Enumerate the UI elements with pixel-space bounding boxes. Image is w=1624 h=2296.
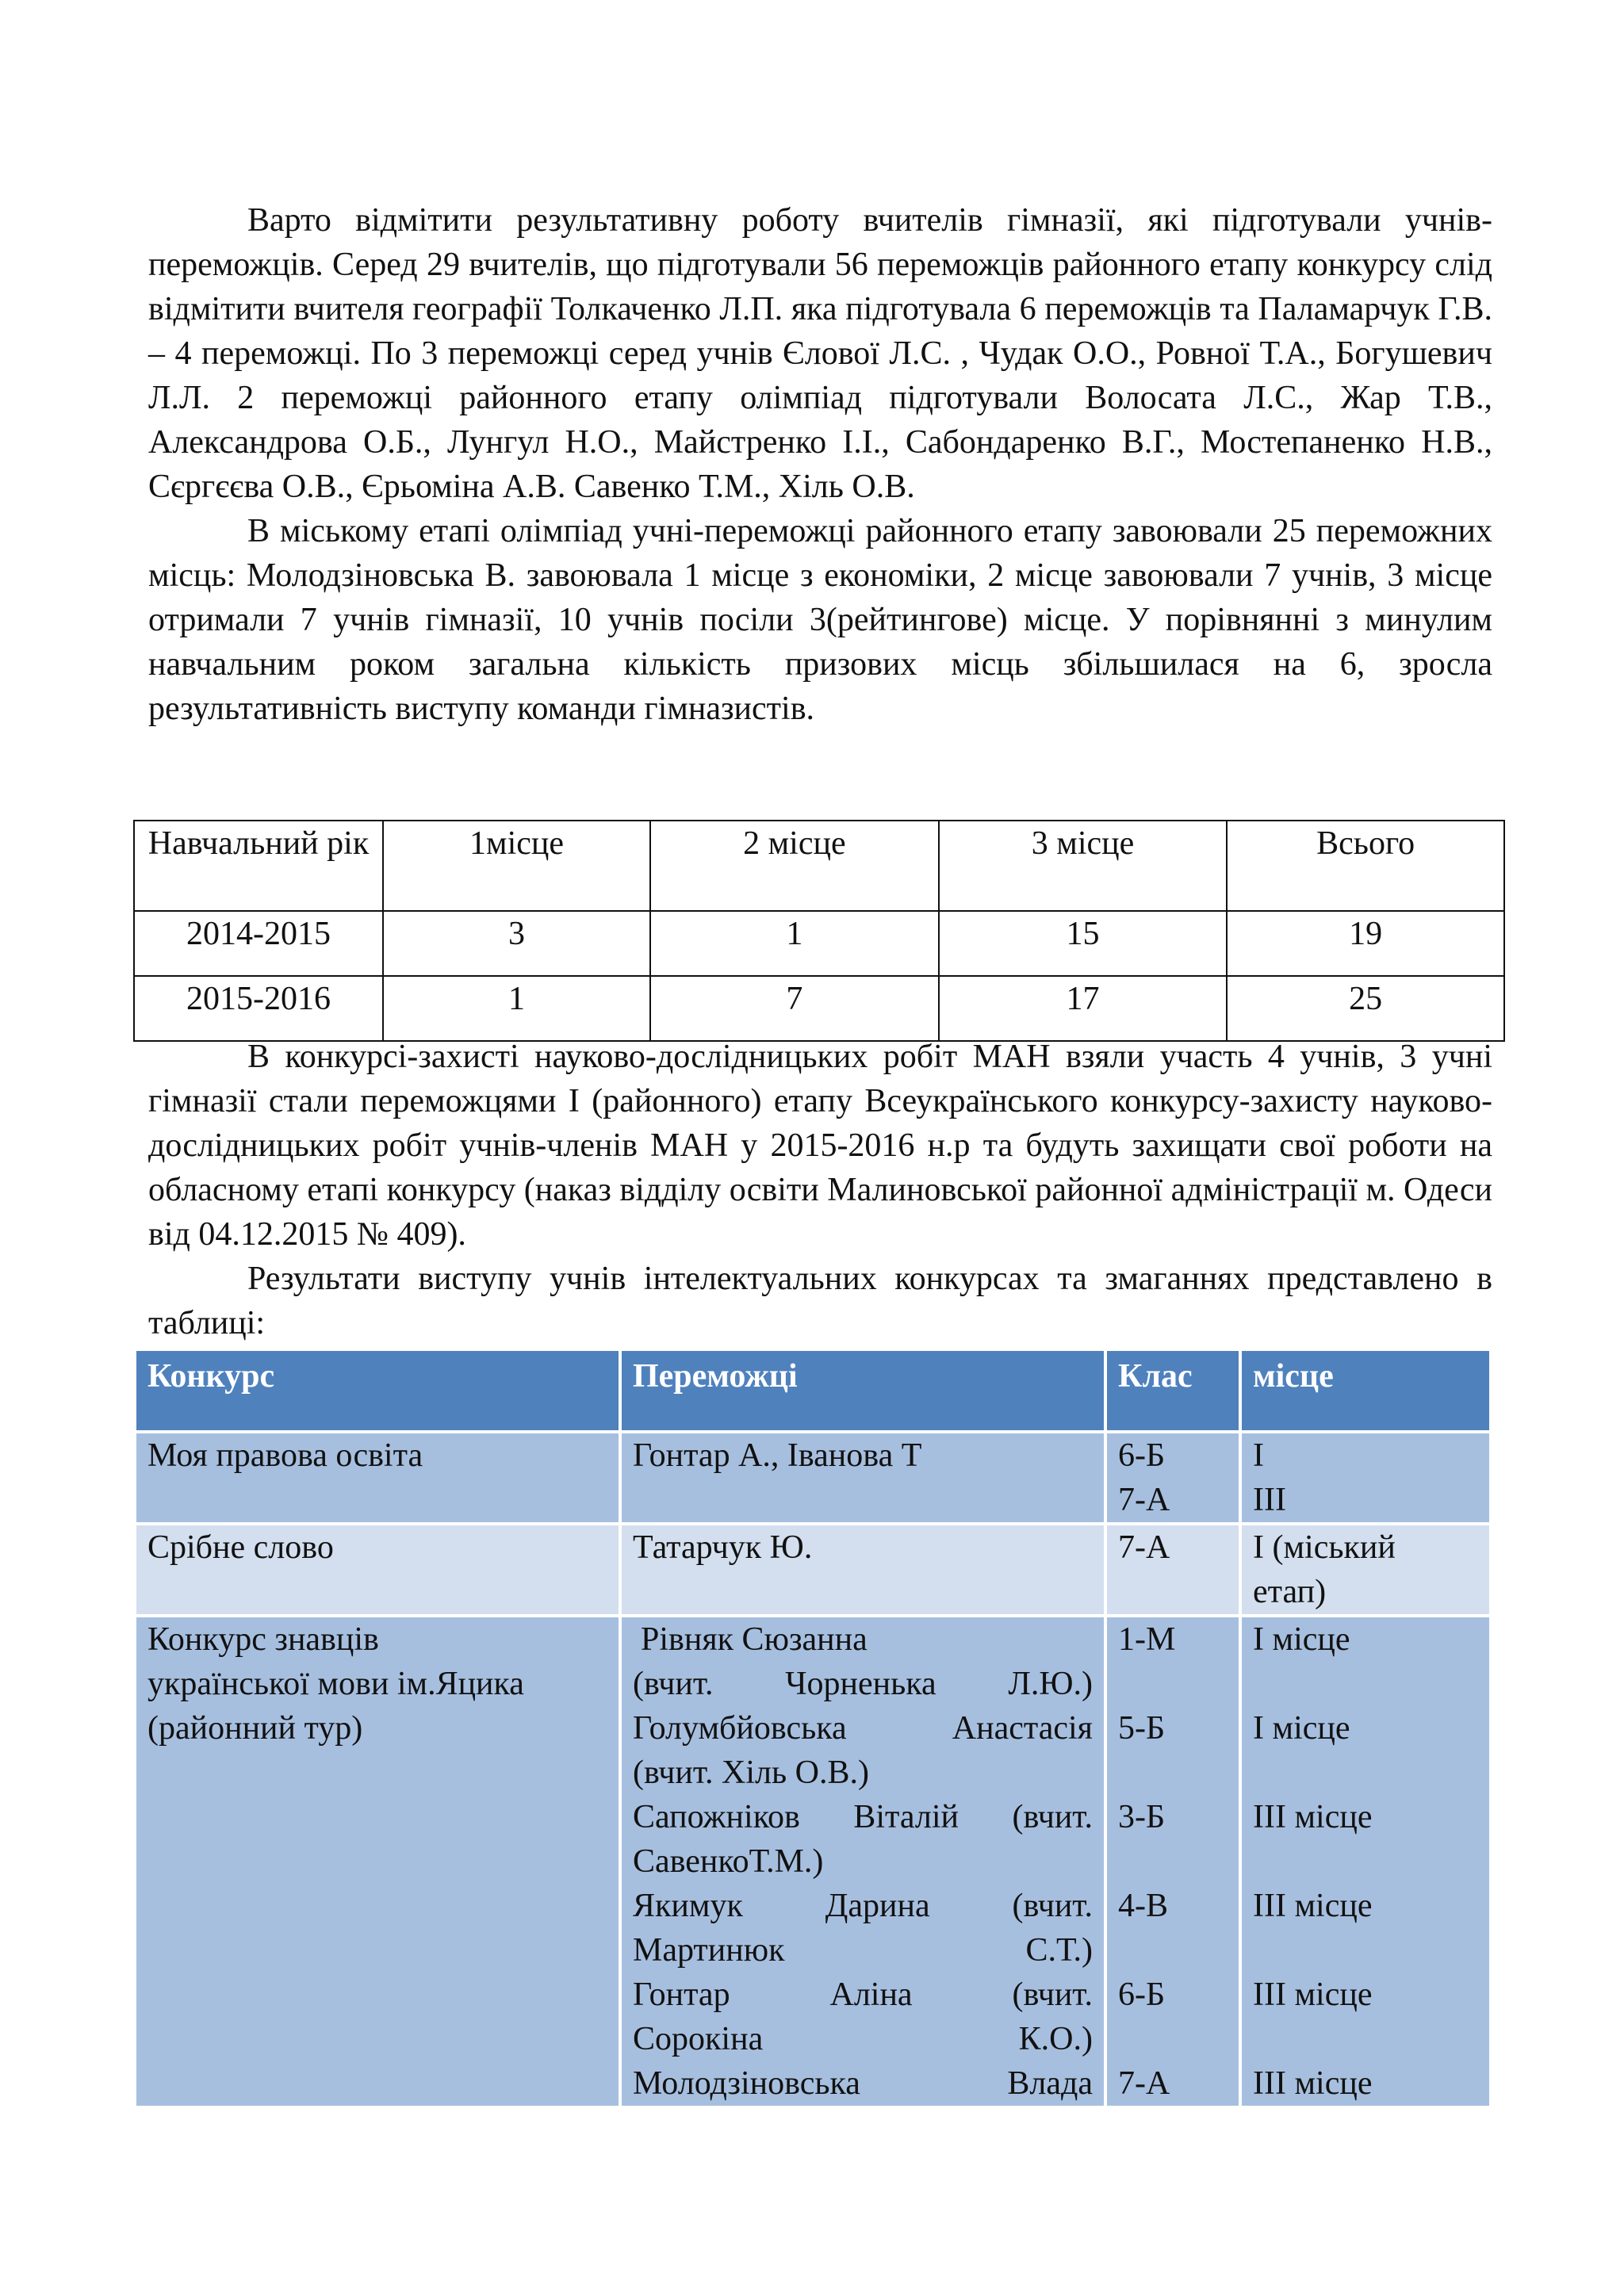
contest-name-line: (районний тур) bbox=[147, 1710, 363, 1747]
winner-line: Мартинюк С.Т.) bbox=[633, 1932, 1093, 1969]
results-header-row bbox=[134, 821, 1504, 911]
contests-header-place: місце bbox=[1242, 1351, 1489, 1430]
place-value: ІІІ місце bbox=[1253, 1976, 1373, 2013]
place-value: ІІІ місце bbox=[1253, 2065, 1373, 2102]
class-value: 5-Б bbox=[1118, 1710, 1166, 1747]
place-value: етап) bbox=[1253, 1574, 1327, 1610]
results-cell-second: 7 bbox=[650, 976, 939, 1041]
class-value: 7-А bbox=[1118, 1529, 1170, 1566]
contests-header-winners: Переможці bbox=[622, 1351, 1104, 1430]
winner-line: Сапожніков Віталій (вчит. bbox=[633, 1799, 1093, 1835]
results-header-first: 1місце bbox=[383, 821, 650, 911]
class-value: 7-А bbox=[1118, 2065, 1170, 2102]
table-row bbox=[136, 1525, 1489, 1614]
winner-line: (вчит. Хіль О.В.) bbox=[633, 1755, 869, 1791]
class-value: 1-М bbox=[1118, 1621, 1176, 1658]
place-value: ІІІ місце bbox=[1253, 1888, 1373, 1924]
contest-winners bbox=[622, 1617, 1104, 2106]
contest-class bbox=[1107, 1617, 1239, 2106]
contest-name-line: Конкурс знавців bbox=[147, 1621, 379, 1658]
paragraph-city-olympiad: В міському етапі олімпіад учні-переможці районного етапу завоювали 25 переможних місць: Молодзіновська В. завоювала 1 місце з економіки, 2 місце завоювали 7 учнів, 3 місце отримали 7 учнів гімназії, 10 учнів посіли 3(рейтингове) місце. У порівнянні з минулим навчальним роком загальна кількість призових місць збільшилася на 6, зросла результативність виступу команди гімназистів. bbox=[148, 513, 1492, 727]
place-value: І місце bbox=[1253, 1621, 1350, 1658]
results-cell-second: 1 bbox=[650, 911, 939, 976]
contests-header-row bbox=[136, 1351, 1489, 1430]
results-cell-total: 19 bbox=[1227, 911, 1504, 976]
results-cell-total: 25 bbox=[1227, 976, 1504, 1041]
contest-place bbox=[1242, 1525, 1489, 1614]
table-row bbox=[136, 1617, 1489, 2106]
class-value: 6-Б bbox=[1118, 1437, 1166, 1474]
results-cell-third: 15 bbox=[939, 911, 1228, 976]
class-value: 3-Б bbox=[1118, 1799, 1166, 1835]
contests-header-class: Клас bbox=[1107, 1351, 1239, 1430]
results-header-third: 3 місце bbox=[939, 821, 1228, 911]
class-value: 6-Б bbox=[1118, 1976, 1166, 2013]
results-header-year: Навчальний рік bbox=[134, 821, 383, 911]
contests-header-contest: Конкурс bbox=[136, 1351, 619, 1430]
contest-class bbox=[1107, 1433, 1239, 1522]
winner-line: Якимук Дарина (вчит. bbox=[633, 1888, 1093, 1924]
winner-line: Молодзіновська Влада bbox=[633, 2065, 1093, 2102]
contest-name: Моя правова освіта bbox=[136, 1433, 619, 1522]
results-cell-year: 2014-2015 bbox=[134, 911, 383, 976]
winner-line: СавенкоТ.М.) bbox=[633, 1843, 824, 1880]
paragraph-table-intro: Результати виступу учнів інтелектуальних конкурсах та змаганнях представлено в таблиці: bbox=[148, 1261, 1492, 1341]
results-header-second: 2 місце bbox=[650, 821, 939, 911]
winner-line: Сорокіна К.О.) bbox=[633, 2021, 1093, 2057]
winner-line: Голумбйовська Анастасія bbox=[633, 1710, 1093, 1747]
place-value: ІІІ місце bbox=[1253, 1799, 1373, 1835]
table-row bbox=[134, 976, 1504, 1041]
contests-table bbox=[133, 1348, 1492, 2109]
contest-winners: Гонтар А., Іванова Т bbox=[622, 1433, 1104, 1522]
place-value: І bbox=[1253, 1437, 1264, 1474]
contest-place bbox=[1242, 1617, 1489, 2106]
contest-place bbox=[1242, 1433, 1489, 1522]
winner-line: Рівняк Сюзанна bbox=[641, 1621, 868, 1658]
paragraph-teachers: Варто відмітити результативну роботу вчителів гімназії, які підготували учнів-переможців. Серед 29 вчителів, що підготували 56 переможців районного етапу конкурсу слід відмітити вчителя географії Толкаченко Л.П. яка підготувала 6 переможців та Паламарчук Г.В. – 4 переможці. По 3 переможці серед учнів Єлової Л.С. , Чудак О.О., Ровної Т.А., Богушевич Л.Л. 2 переможці районного етапу олімпіад підготували Волосата Л.С., Жар Т.В., Александрова О.Б., Лунгул Н.О., Майстренко І.І., Сабондаренко В.Г., Мостепаненко Н.В., Сєргєєва О.В., Єрьоміна А.В. Савенко Т.М., Хіль О.В. bbox=[148, 202, 1492, 505]
contest-name bbox=[136, 1617, 619, 2106]
results-cell-first: 1 bbox=[383, 976, 650, 1041]
paragraph-man-contest: В конкурсі-захисті науково-дослідницьких робіт МАН взяли участь 4 учнів, 3 учні гімназії стали переможцями І (районного) етапу Всеукраїнського конкурсу-захисту науково-дослідницьких робіт учнів-членів МАН у 2015-2016 н.р та будуть захищати свої роботи на обласному етапі конкурсу (наказ відділу освіти Малиновської районної адміністрації м. Одеси від 04.12.2015 № 409). bbox=[148, 1039, 1492, 1253]
winner-line: (вчит. Чорненька Л.Ю.) bbox=[633, 1666, 1093, 1702]
contest-name-line: української мови ім.Яцика bbox=[147, 1666, 524, 1702]
place-value: ІІІ bbox=[1253, 1482, 1286, 1518]
contest-winners: Татарчук Ю. bbox=[622, 1525, 1104, 1614]
table-row bbox=[136, 1433, 1489, 1522]
winner-line: Гонтар Аліна (вчит. bbox=[633, 1976, 1093, 2013]
table-row bbox=[134, 911, 1504, 976]
results-cell-third: 17 bbox=[939, 976, 1228, 1041]
results-cell-year: 2015-2016 bbox=[134, 976, 383, 1041]
intro-text bbox=[148, 198, 1492, 731]
results-cell-first: 3 bbox=[383, 911, 650, 976]
class-value: 7-А bbox=[1118, 1482, 1170, 1518]
results-header-total: Всього bbox=[1227, 821, 1504, 911]
place-value: І місце bbox=[1253, 1710, 1350, 1747]
olympiad-results-table bbox=[133, 820, 1505, 1042]
class-value: 4-В bbox=[1118, 1888, 1168, 1924]
place-value: І (міський bbox=[1253, 1529, 1396, 1566]
contest-class bbox=[1107, 1525, 1239, 1614]
middle-text bbox=[148, 1035, 1492, 1345]
contest-name: Срібне слово bbox=[136, 1525, 619, 1614]
